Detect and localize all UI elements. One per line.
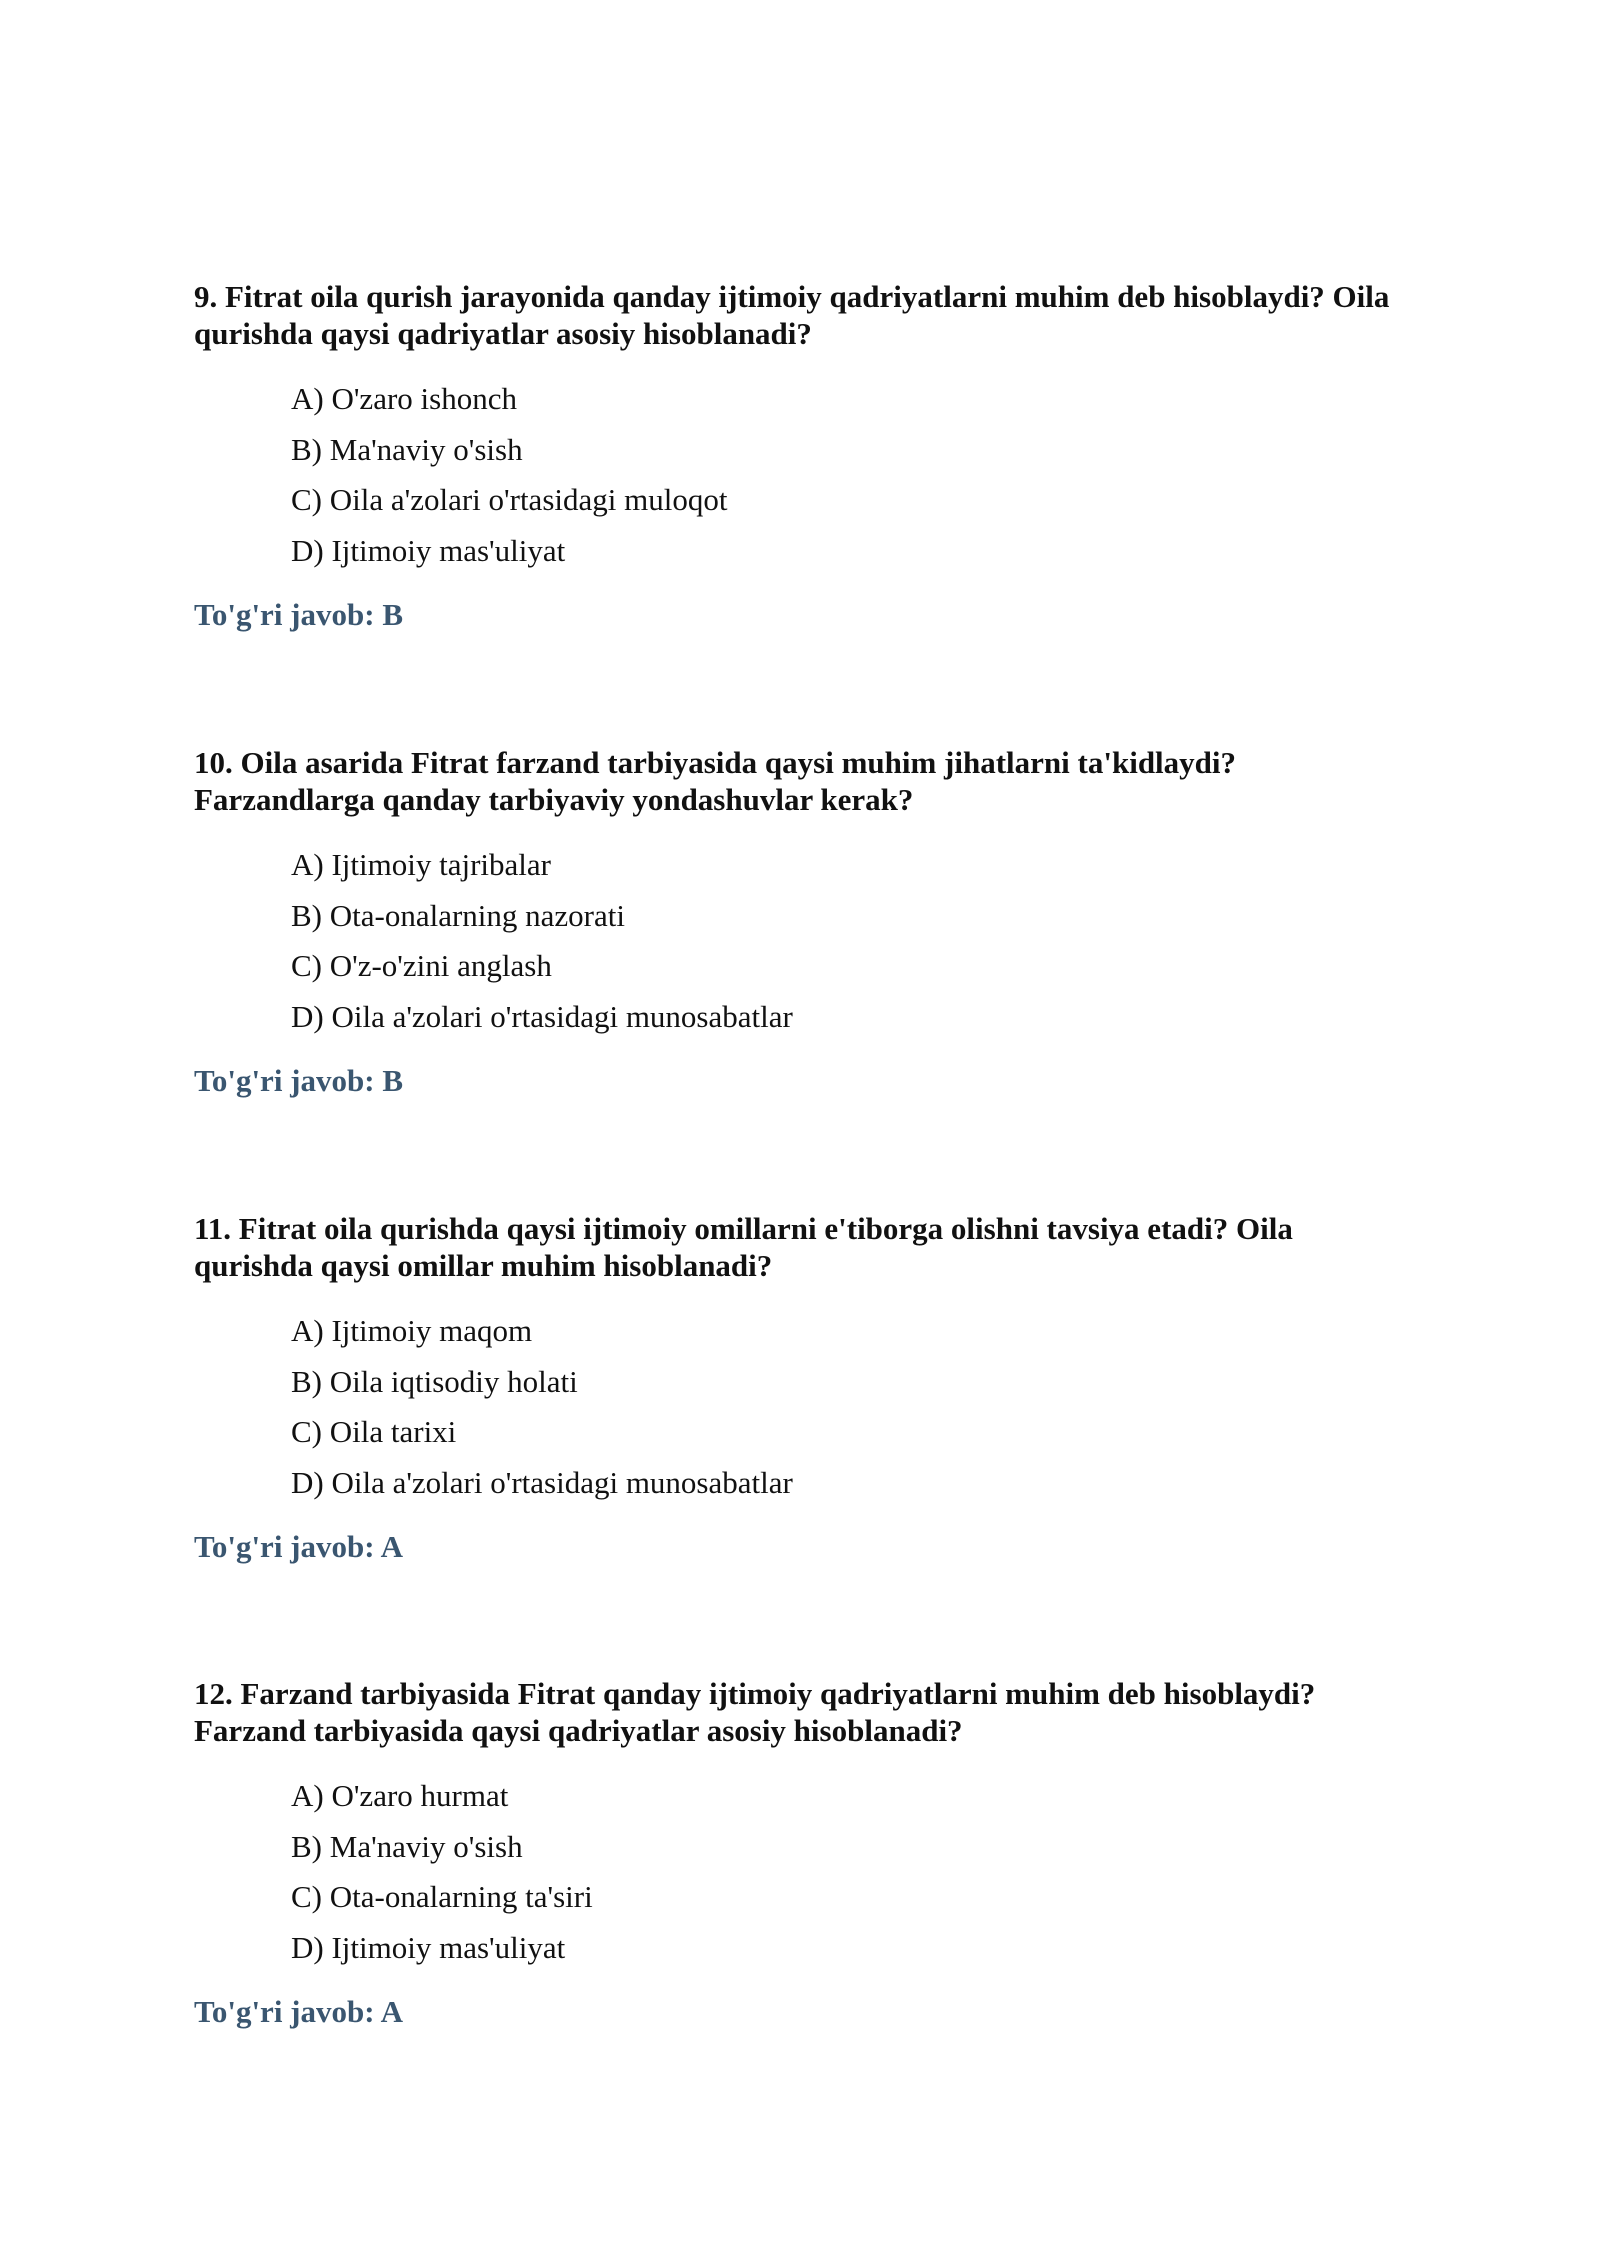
option-c: C) Ota-onalarning ta'siri bbox=[291, 1879, 593, 1914]
question-10 bbox=[194, 744, 1414, 1099]
options-list bbox=[291, 1306, 1414, 1508]
option-a: A) O'zaro ishonch bbox=[291, 381, 517, 416]
option-b: B) Ota-onalarning nazorati bbox=[291, 897, 625, 933]
correct-answer: To'g'ri javob: A bbox=[194, 1994, 403, 2029]
option-d: D) Oila a'zolari o'rtasidagi munosabatlar bbox=[291, 1464, 793, 1500]
option-b: B) Ma'naviy o'sish bbox=[291, 1828, 523, 1864]
option-d: D) Ijtimoiy mas'uliyat bbox=[291, 532, 566, 568]
options-list bbox=[291, 374, 1414, 576]
correct-answer: To'g'ri javob: B bbox=[194, 1063, 403, 1098]
correct-answer: To'g'ri javob: B bbox=[194, 597, 403, 632]
option-a: A) Ijtimoiy maqom bbox=[291, 1313, 533, 1348]
option-c: C) Oila tarixi bbox=[291, 1414, 457, 1449]
correct-answer: To'g'ri javob: A bbox=[194, 1529, 403, 1564]
option-b: B) Ma'naviy o'sish bbox=[291, 431, 523, 467]
question-text: 12. Farzand tarbiyasida Fitrat qanday ijtimoiy qadriyatlarni muhim deb hisoblaydi? Farzand tarbiyasida qaysi qadriyatlar asosiy hisoblanadi? bbox=[194, 1676, 1316, 1748]
question-text: 10. Oila asarida Fitrat farzand tarbiyasida qaysi muhim jihatlarni ta'kidlaydi? Farzandlarga qanday tarbiyaviy yondashuvlar kerak? bbox=[194, 745, 1237, 817]
options-list bbox=[291, 840, 1414, 1042]
question-9 bbox=[194, 278, 1414, 633]
question-text: 11. Fitrat oila qurishda qaysi ijtimoiy omillarni e'tiborga olishni tavsiya etadi? Oila qurishda qaysi omillar muhim hisoblanadi? bbox=[194, 1211, 1293, 1283]
options-list bbox=[291, 1771, 1414, 1973]
option-a: A) Ijtimoiy tajribalar bbox=[291, 847, 551, 882]
option-c: C) Oila a'zolari o'rtasidagi muloqot bbox=[291, 482, 728, 517]
option-a: A) O'zaro hurmat bbox=[291, 1778, 509, 1813]
option-c: C) O'z-o'zini anglash bbox=[291, 948, 552, 983]
question-12 bbox=[194, 1675, 1414, 2030]
question-11 bbox=[194, 1210, 1414, 1565]
option-d: D) Oila a'zolari o'rtasidagi munosabatlar bbox=[291, 998, 793, 1034]
option-b: B) Oila iqtisodiy holati bbox=[291, 1363, 578, 1399]
option-d: D) Ijtimoiy mas'uliyat bbox=[291, 1929, 566, 1965]
question-text: 9. Fitrat oila qurish jarayonida qanday ijtimoiy qadriyatlarni muhim deb hisoblaydi? Oila qurishda qaysi qadriyatlar asosiy hisoblanadi? bbox=[194, 279, 1390, 351]
